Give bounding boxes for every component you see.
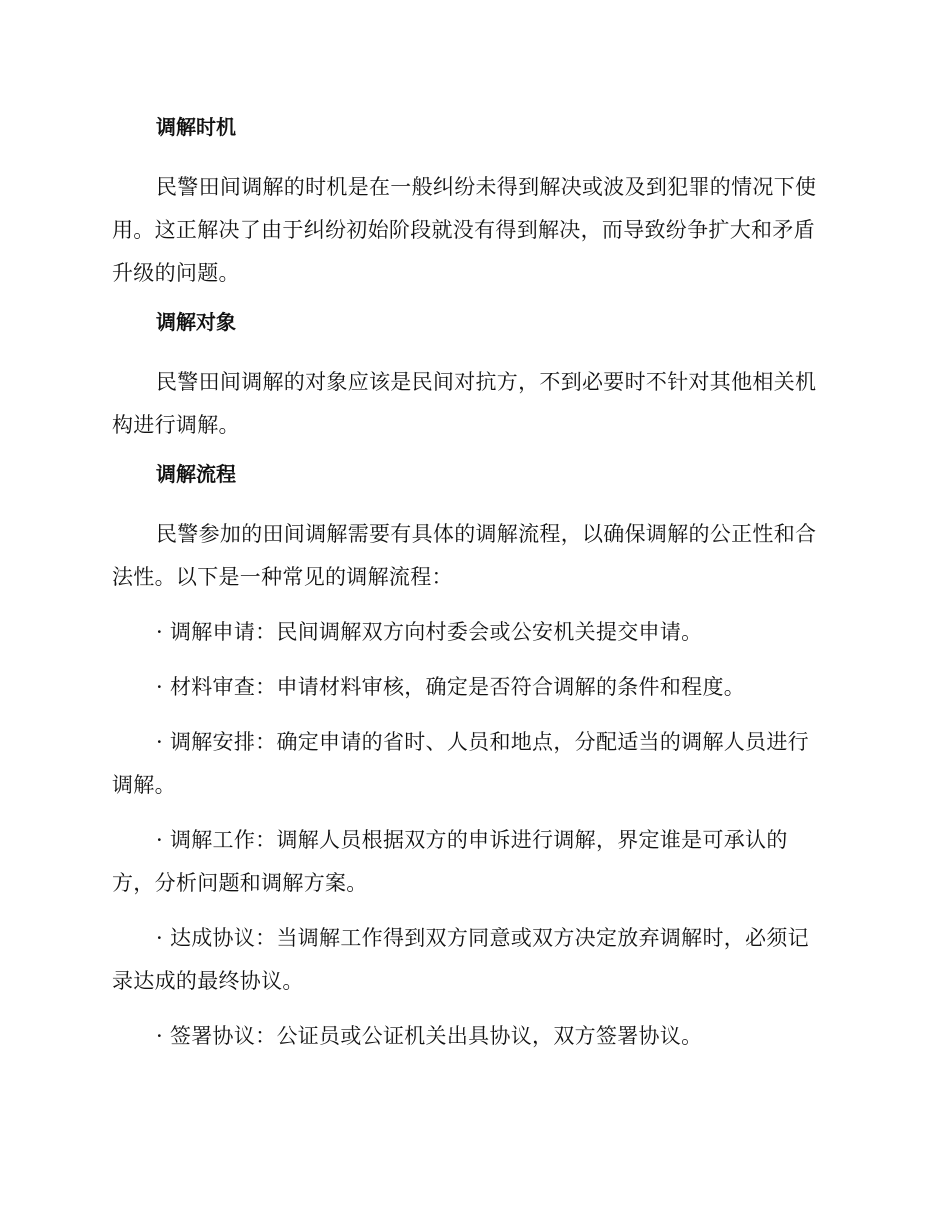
- list-item: · 达成协议：当调解工作得到双方同意或双方决定放弃调解时，必须记录达成的最终协议。: [112, 926, 809, 993]
- section-heading: 调解对象: [156, 310, 236, 334]
- section-heading: 调解时机: [156, 115, 236, 139]
- section-paragraph: 民警田间调解的时机是在一般纠纷未得到解决或波及到犯罪的情况下使用。这正解决了由于纠纷初始阶段就没有得到解决，而导致纷争扩大和矛盾升级的问题。: [112, 175, 817, 285]
- document-page: [112, 112, 830, 1070]
- process-steps-list: [112, 611, 830, 1058]
- section-timing: [112, 112, 830, 295]
- list-item: · 调解安排：确定申请的省时、人员和地点，分配适当的调解人员进行调解。: [112, 730, 809, 797]
- list-item: · 签署协议：公证员或公证机关出具协议，双方签署协议。: [156, 1024, 703, 1048]
- section-heading: 调解流程: [156, 462, 236, 486]
- section-paragraph: 民警参加的田间调解需要有具体的调解流程，以确保调解的公正性和合法性。以下是一种常见的调解流程：: [112, 522, 817, 589]
- list-item: · 材料审查：申请材料审核，确定是否符合调解的条件和程度。: [156, 675, 746, 699]
- section-process: [112, 459, 830, 1058]
- list-item: · 调解申请：民间调解双方向村委会或公安机关提交申请。: [156, 620, 703, 644]
- list-item: · 调解工作：调解人员根据双方的申诉进行调解，界定谁是可承认的方，分析问题和调解方案。: [112, 828, 788, 895]
- section-paragraph: 民警田间调解的对象应该是民间对抗方，不到必要时不针对其他相关机构进行调解。: [112, 370, 817, 437]
- section-target: [112, 307, 830, 447]
